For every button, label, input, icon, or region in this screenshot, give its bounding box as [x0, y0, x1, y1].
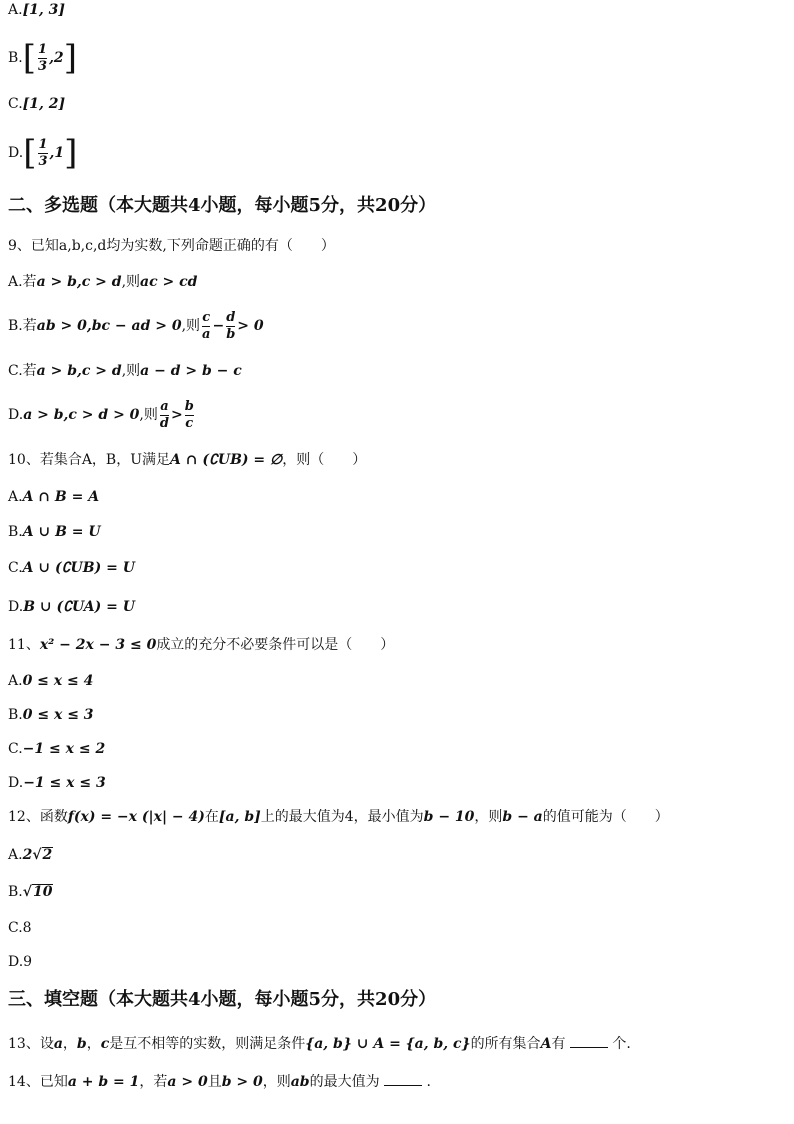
q14-answer-blank[interactable]: [384, 1071, 422, 1086]
q11-option-d: D.−1 ≤ x ≤ 3: [8, 775, 106, 791]
q8-d-fraction: $\frac{1}{3}$: [38, 136, 48, 169]
q11-option-c: C.−1 ≤ x ≤ 2: [8, 741, 106, 757]
q11-stem: 11、x² − 2x − 3 ≤ 0成立的充分不必要条件可以是（ ）: [8, 637, 395, 653]
q8-option-d: D.[ $\frac{1}{3}$ ,1]: [8, 133, 78, 173]
q8-option-b: B.[ $\frac{1}{3}$ ,2]: [8, 38, 77, 78]
q14-stem: 14、已知a + b = 1，若a > 0且b > 0，则ab的最大值为 .: [8, 1071, 431, 1092]
q10-option-c: C.A ∪ (∁UB) = U: [8, 560, 135, 576]
q13-answer-blank[interactable]: [570, 1033, 608, 1048]
q9-b-fraction-1: $\frac{c}{a}$: [202, 309, 211, 342]
section-3-heading: 三、填空题（本大题共4小题，每小题5分，共20分）: [8, 989, 437, 1010]
q11-option-b: B.0 ≤ x ≤ 3: [8, 707, 94, 723]
q8-option-a-math: [1, 3]: [22, 2, 66, 18]
q12-b-radicand: 10: [32, 884, 53, 900]
q10-option-b: B.A ∪ B = U: [8, 524, 101, 540]
q9-option-a: A.若a > b,c > d,则ac > cd: [8, 274, 198, 290]
q9-d-fraction-2: $\frac{b}{c}$: [184, 398, 194, 431]
q9-option-c: C.若a > b,c > d,则a − d > b − c: [8, 363, 242, 379]
section-2-heading: 二、多选题（本大题共4小题，每小题5分，共20分）: [8, 195, 437, 216]
q12-option-c: C.8: [8, 920, 32, 936]
q10-option-d: D.B ∪ (∁UA) = U: [8, 599, 135, 615]
q9-d-fraction-1: $\frac{a}{d}$: [159, 398, 169, 431]
q9-option-d: D.a > b,c > d > 0,则 $\frac{a}{d}$ > $\frac{b}{c}$: [8, 398, 194, 431]
q8-option-a: A.[1, 3]: [8, 2, 66, 18]
q9-option-b: B.若ab > 0,bc − ad > 0,则 $\frac{c}{a}$ − $\frac{d}{b}$ > 0: [8, 309, 264, 342]
q10-stem: 10、若集合A，B，U满足A ∩ (∁UB) = ∅，则（ ）: [8, 452, 367, 468]
q11-option-a: A.0 ≤ x ≤ 4: [8, 673, 94, 689]
q12-option-d: D.9: [8, 954, 33, 970]
q12-option-a: A.2√2: [8, 847, 53, 863]
q12-a-radicand: 2: [42, 847, 53, 863]
q9-stem: 9、已知a,b,c,d均为实数,下列命题正确的有（ ）: [8, 238, 335, 254]
q8-option-c: C.[1, 2]: [8, 96, 66, 112]
q8-b-fraction: $\frac{1}{3}$: [38, 41, 48, 74]
q12-option-b: B.√10: [8, 884, 53, 900]
q12-stem: 12、函数f(x) = −x (|x| − 4)在[a, b]上的最大值为4，最小值为b − 10，则b − a的值可能为（ ）: [8, 809, 669, 825]
q10-option-a: A.A ∩ B = A: [8, 489, 100, 505]
q13-stem: 13、设a，b，c是互不相等的实数，则满足条件{a, b} ∪ A = {a, b, c}的所有集合A有 个.: [8, 1033, 631, 1054]
q9-b-fraction-2: $\frac{d}{b}$: [226, 309, 236, 342]
